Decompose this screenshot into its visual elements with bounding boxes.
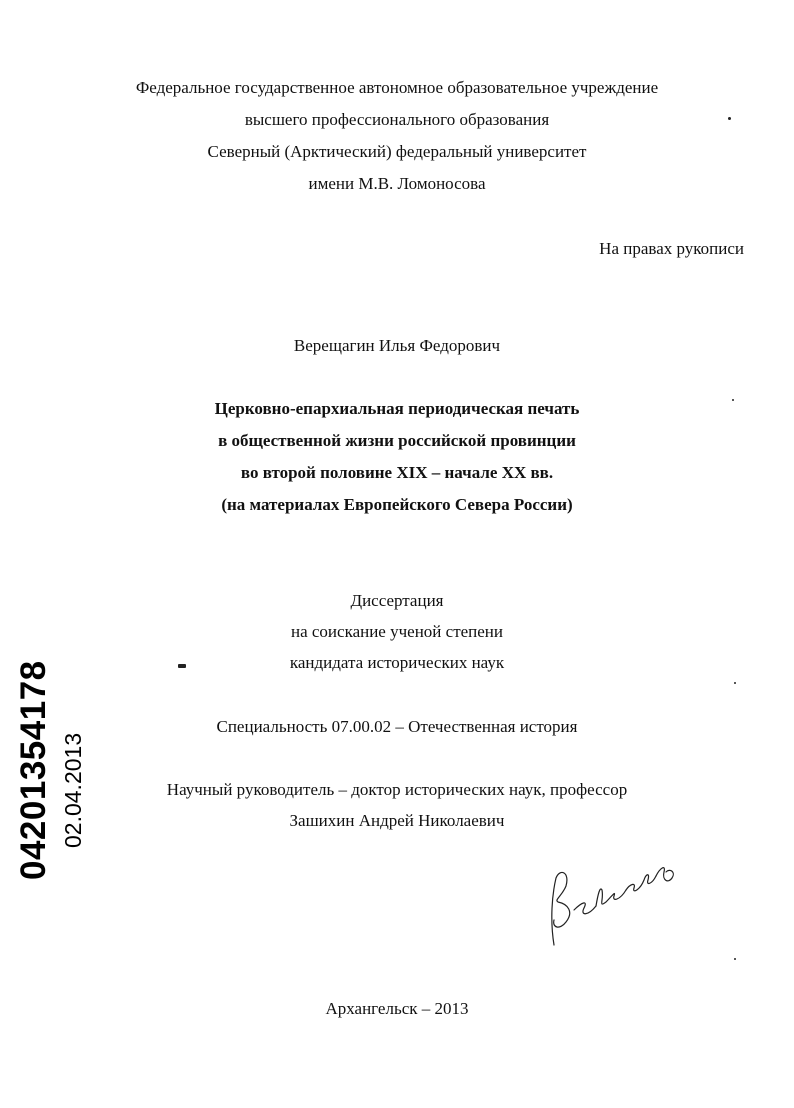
title-line-4: (на материалах Европейского Севера России) xyxy=(221,495,573,514)
stamp-id: 04201354178 xyxy=(14,660,53,880)
rights-note: На правах рукописи xyxy=(599,239,744,258)
title-line-1: Церковно-епархиальная периодическая печать xyxy=(214,399,580,418)
scan-speck xyxy=(178,664,186,668)
institution-line-1: Федеральное государственное автономное образовательное учреждение xyxy=(135,78,659,97)
scan-speck xyxy=(734,682,736,684)
institution-line-2: высшего профессионального образования xyxy=(244,110,550,129)
scan-speck xyxy=(734,958,736,960)
signature xyxy=(540,850,680,950)
title-line-3: во второй половине XIX – начале XX вв. xyxy=(240,463,554,482)
author-name: Верещагин Илья Федорович xyxy=(293,336,501,355)
degree-line-2: на соискание ученой степени xyxy=(290,622,504,641)
institution-line-4: имени М.В. Ломоносова xyxy=(308,174,486,193)
title-line-2: в общественной жизни российской провинции xyxy=(218,431,576,450)
stamp-date: 02.04.2013 xyxy=(60,732,86,848)
footer-place-year: Архангельск – 2013 xyxy=(325,999,469,1018)
scan-speck xyxy=(728,117,731,120)
specialty: Специальность 07.00.02 – Отечественная история xyxy=(216,717,578,736)
supervisor-line-2: Зашихин Андрей Николаевич xyxy=(289,811,505,830)
institution-line-3: Северный (Арктический) федеральный университет xyxy=(207,142,587,161)
degree-line-1: Диссертация xyxy=(350,591,444,610)
supervisor-line-1: Научный руководитель – доктор исторических наук, профессор xyxy=(166,780,628,799)
scan-speck xyxy=(732,399,734,401)
degree-line-3: кандидата исторических наук xyxy=(289,653,505,672)
